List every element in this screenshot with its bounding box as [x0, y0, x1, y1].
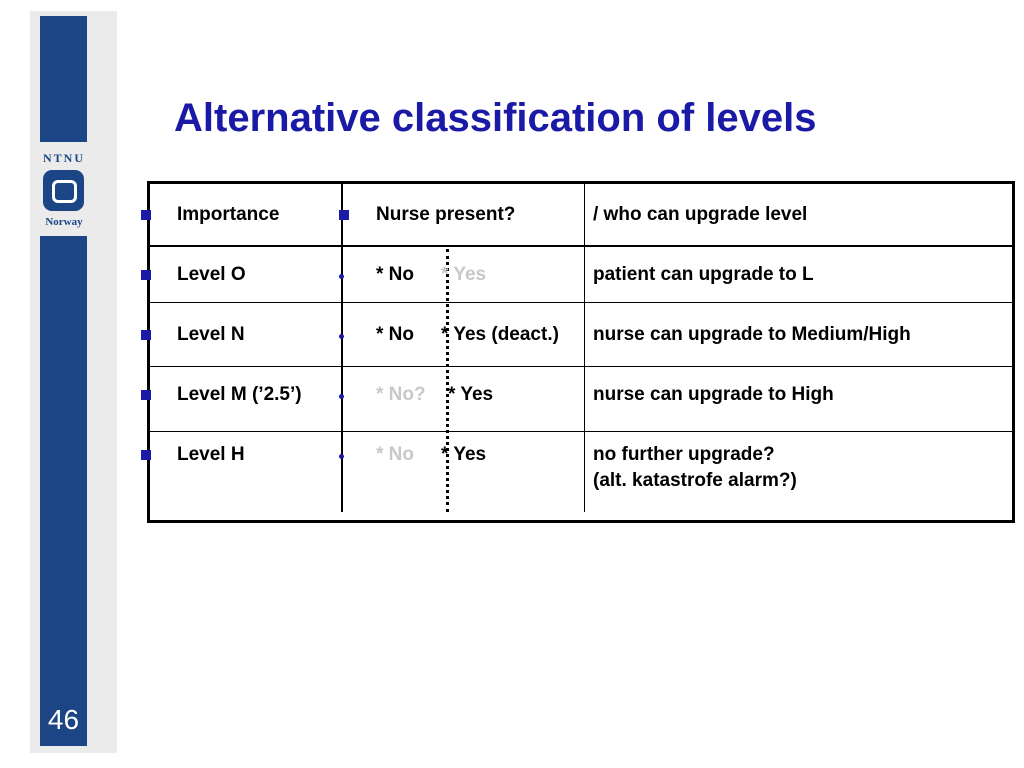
row-level-label: Level M (’2.5’) [177, 384, 302, 405]
header-importance: Importance [177, 204, 280, 225]
row-nurse-yes: * Yes [441, 444, 487, 465]
row-level-label: Level H [177, 444, 245, 465]
classification-table [147, 181, 1015, 523]
row-nurse-no: * No [376, 324, 414, 345]
header-nurse-present: Nurse present? [376, 204, 516, 225]
yes-no-separator [446, 249, 449, 512]
logo-country: Norway [45, 216, 83, 228]
round-bullet-icon [339, 394, 344, 399]
logo-wordmark: NTNU [42, 151, 85, 165]
row-nurse-yes: * Yes [448, 384, 494, 405]
square-bullet-icon [141, 390, 151, 400]
ntnu-logo-icon [43, 170, 84, 211]
column-divider-2 [584, 184, 585, 512]
round-bullet-icon [339, 334, 344, 339]
row-divider [150, 245, 1012, 247]
row-level-label: Level N [177, 324, 245, 345]
square-bullet-icon [141, 210, 151, 220]
round-bullet-icon [339, 454, 344, 459]
square-bullet-icon [141, 450, 151, 460]
row-upgrade-rule: no further upgrade? [593, 444, 775, 465]
row-divider [150, 366, 1012, 367]
row-upgrade-rule: nurse can upgrade to High [593, 384, 834, 405]
slide-title: Alternative classification of levels [174, 96, 817, 140]
square-bullet-icon [141, 270, 151, 280]
square-bullet-icon [339, 210, 349, 220]
row-nurse-no: * No [376, 444, 414, 465]
page-number: 46 [47, 704, 80, 735]
row-divider [150, 431, 1012, 432]
row-nurse-no: * No [376, 264, 414, 285]
row-upgrade-rule-note: (alt. katastrofe alarm?) [593, 470, 797, 491]
sidebar-strip-bottom [40, 236, 87, 746]
row-upgrade-rule: nurse can upgrade to Medium/High [593, 324, 911, 345]
sidebar-strip-top [40, 16, 87, 142]
row-level-label: Level O [177, 264, 246, 285]
row-nurse-no: * No? [376, 384, 426, 405]
column-divider-1 [341, 184, 343, 512]
row-nurse-yes: * Yes [441, 264, 487, 285]
row-divider [150, 302, 1012, 303]
round-bullet-icon [339, 274, 344, 279]
row-nurse-yes: * Yes (deact.) [441, 324, 559, 345]
header-who-can-upgrade: / who can upgrade level [593, 204, 808, 225]
row-upgrade-rule: patient can upgrade to L [593, 264, 814, 285]
square-bullet-icon [141, 330, 151, 340]
